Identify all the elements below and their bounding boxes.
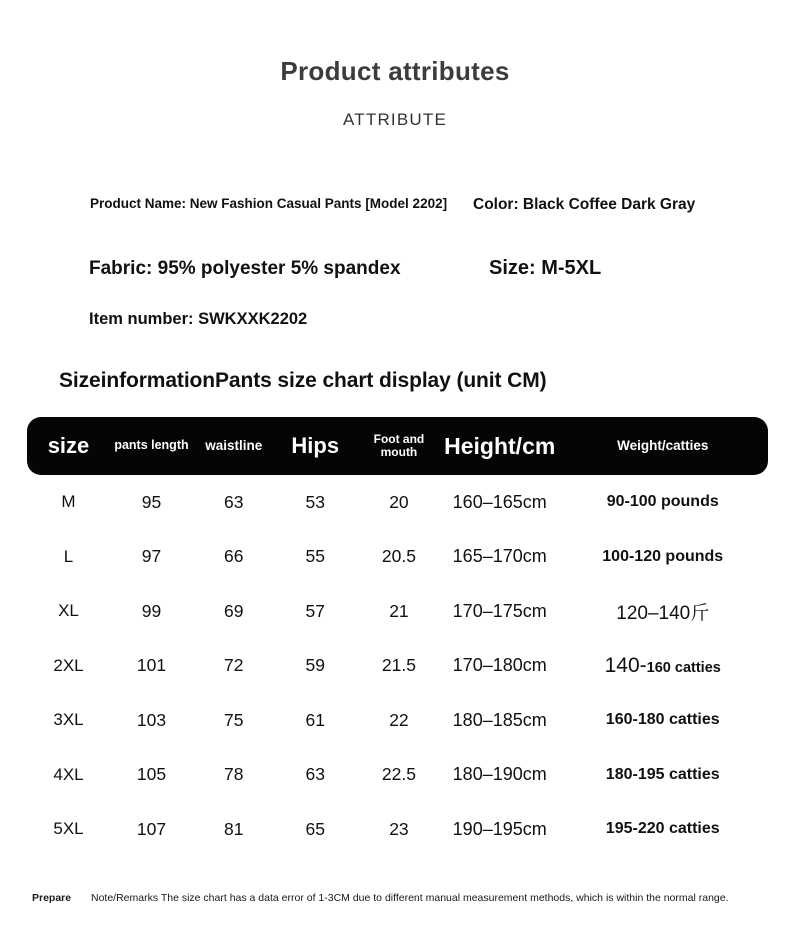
table-header-row [27,417,768,475]
cell-pants-length: 97 [141,546,162,567]
cell-hips: 61 [305,709,325,730]
cell-weight-secondary: 160 catties [646,659,721,676]
cell-weight: 100-120 pounds [602,547,724,565]
size-chart-heading: SizeinformationPants size chart display (unit CM) [59,369,547,392]
attribute-fabric: Fabric: 95% polyester 5% spandex [89,258,401,279]
cell-pants-length: 95 [141,491,162,512]
attribute-color: Color: Black Coffee Dark Gray [473,196,696,213]
cell-weight: 195-220 catties [605,820,720,838]
table-row [27,475,768,530]
cell-foot-and-mouth: 22 [389,709,409,730]
table-body [27,475,768,857]
cell-pants-length: 105 [136,764,167,785]
cell-foot-and-mouth: 21 [389,600,409,621]
size-chart-table [27,417,768,857]
column-header-foot-line2: mouth [380,445,418,459]
page-title: Product attributes [280,56,510,86]
attribute-product-name: Product Name: New Fashion Casual Pants [Model 2202] [90,196,448,211]
cell-hips: 65 [305,818,325,839]
table-row [27,693,768,748]
cell-height: 170–175cm [452,600,547,621]
cell-size: 3XL [53,710,84,730]
page-subtitle: ATTRIBUTE [343,110,447,129]
table-row [27,802,768,857]
cell-size: L [63,546,74,566]
cell-waistline: 66 [223,546,244,567]
cell-foot-and-mouth: 20 [389,491,409,512]
table-row [27,530,768,585]
cell-height: 180–190cm [452,764,547,785]
cell-foot-and-mouth: 22.5 [381,764,416,785]
cell-size: XL [58,601,79,621]
cell-size: 2XL [53,655,84,675]
cell-weight: 120–140斤 [616,602,710,624]
table-row [27,748,768,803]
cell-waistline: 81 [223,818,244,839]
column-header-weight: Weight/catties [617,437,709,453]
cell-foot-and-mouth: 20.5 [381,546,416,567]
cell-waistline: 63 [223,491,244,512]
cell-weight [558,654,768,678]
cell-pants-length: 99 [141,600,162,621]
column-header-foot-and-mouth [356,433,442,458]
footer-label: Prepare [32,892,72,904]
column-header-height: Height/cm [444,432,556,459]
cell-weight: 160-180 catties [605,711,720,729]
cell-weight-primary: 140- [604,653,647,677]
table-row [27,584,768,639]
cell-height: 165–170cm [452,546,547,567]
column-header-waistline: waistline [205,437,263,453]
attribute-item-number: Item number: SWKXXK2202 [89,310,308,328]
cell-waistline: 72 [223,655,244,676]
cell-weight: 90-100 pounds [606,493,719,511]
column-header-hips: Hips [291,433,340,459]
cell-height: 180–185cm [452,709,547,730]
cell-hips: 53 [305,491,325,512]
cell-height: 160–165cm [452,491,547,512]
cell-hips: 55 [305,546,325,567]
cell-waistline: 75 [223,709,244,730]
column-header-pants-length: pants length [114,438,189,453]
cell-hips: 63 [305,764,325,785]
footer [0,892,790,912]
cell-waistline: 69 [223,600,244,621]
cell-foot-and-mouth: 21.5 [381,655,416,676]
cell-weight: 180-195 catties [605,765,720,783]
column-header-foot-line1: Foot and [373,432,425,447]
cell-pants-length: 101 [136,655,167,676]
attribute-size: Size: M-5XL [489,257,602,279]
product-attributes-block [0,196,790,346]
cell-height: 170–180cm [452,655,547,676]
cell-size: 4XL [53,764,84,784]
cell-hips: 59 [305,655,325,676]
cell-size: M [61,492,76,512]
cell-pants-length: 107 [136,818,167,839]
cell-pants-length: 103 [136,709,167,730]
column-header-size: size [47,433,90,459]
cell-hips: 57 [305,600,325,621]
footer-note: Note/Remarks The size chart has a data error of 1-3CM due to different manual measurement methods, which is within the normal range. [91,892,729,904]
cell-foot-and-mouth: 23 [389,818,409,839]
cell-size: 5XL [53,819,84,839]
table-row [27,639,768,694]
cell-height: 190–195cm [452,818,547,839]
cell-waistline: 78 [223,764,244,785]
